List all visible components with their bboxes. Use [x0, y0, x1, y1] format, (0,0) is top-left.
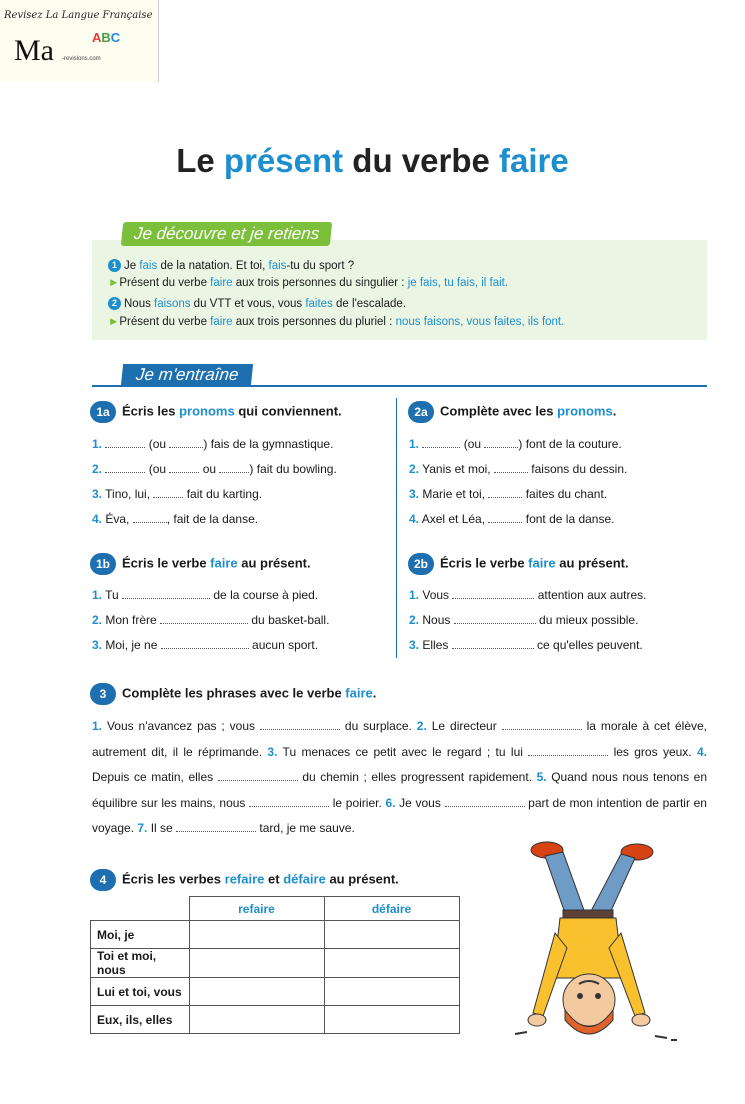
row-label: Lui et toi, vous: [91, 978, 190, 1006]
ex3-badge: 3: [90, 683, 116, 705]
ex2b-heading: 2b Écris le verbe faire au présent.: [408, 553, 629, 575]
table-row: [91, 949, 460, 978]
blank[interactable]: [494, 462, 528, 473]
answer-cell[interactable]: [324, 1006, 459, 1034]
ex1a-item-4: 4. Éva, , fait de la danse.: [92, 512, 259, 526]
ex3-heading: 3 Complète les phrases avec le verbe faire.: [90, 683, 376, 705]
column-header-refaire: refaire: [189, 897, 324, 921]
ex1a-item-2: 2. (ou ou ) fait du bowling.: [92, 462, 337, 476]
logo-tagline: Revisez La Langue Française: [4, 10, 153, 21]
table-row: [91, 921, 460, 949]
blank[interactable]: [488, 512, 522, 523]
blank[interactable]: [260, 719, 340, 730]
ex2b-item-2: 2. Nous du mieux possible.: [409, 613, 639, 627]
table-row: [91, 978, 460, 1006]
logo-small: -revisions.com: [62, 56, 101, 62]
ex2a-item-4: 4. Axel et Léa, font de la danse.: [409, 512, 615, 526]
ex2a-heading: 2a Complète avec les pronoms.: [408, 401, 616, 423]
blank[interactable]: [161, 638, 249, 649]
ex1b-badge: 1b: [90, 553, 116, 575]
blank[interactable]: [105, 437, 145, 448]
ex3-paragraph: 1. Vous n'avancez pas ; vous du surplace. 2. Le directeur la morale à cet élève, autrement dit, il le réprimande. 3. Tu menaces ce petit avec le regard ; tu lui les gros yeux. 4. Depuis ce matin, elles du chemin ; elles progressent rapidement. 5. Quand nous nous tenons en équilibre sur les mains, nous le poirier. 6. Je vous part de mon intention de partir en voyage. 7. Il se tard, je me sauve.: [92, 719, 707, 835]
discover-line-3: 2 Nous faisons du VTT et vous, vous faites de l'escalade.: [108, 297, 406, 311]
ex2a-item-2: 2. Yanis et moi, faisons du dessin.: [409, 462, 628, 476]
ex2b-item-1: 1. Vous attention aux autres.: [409, 588, 647, 602]
handstand-child-illustration: [505, 838, 685, 1048]
answer-cell[interactable]: [324, 949, 459, 978]
blank[interactable]: [176, 821, 256, 832]
discover-line-1: 1 Je fais de la natation. Et toi, fais-tu du sport ?: [108, 259, 354, 273]
ex1a-item-1: 1. (ou ) fais de la gymnastique.: [92, 437, 334, 451]
table-row: [91, 1006, 460, 1034]
arrow-icon: ►: [108, 277, 120, 289]
ex1a-item-3: 3. Tino, lui, fait du karting.: [92, 487, 263, 501]
column-divider: [396, 398, 397, 658]
discover-line-2: ►Présent du verbe faire aux trois personnes du singulier : je fais, tu fais, il fait.: [108, 277, 509, 289]
ex2a-badge: 2a: [408, 401, 434, 423]
blank[interactable]: [122, 588, 210, 599]
ex1a-heading: 1a Écris les pronoms qui conviennent.: [90, 401, 342, 423]
column-header-defaire: défaire: [324, 897, 459, 921]
row-label: Eux, ils, elles: [91, 1006, 190, 1034]
ex4-heading: 4 Écris les verbes refaire et défaire au présent.: [90, 869, 399, 891]
ex4-badge: 4: [90, 869, 116, 891]
answer-cell[interactable]: [189, 978, 324, 1006]
answer-cell[interactable]: [324, 978, 459, 1006]
answer-cell[interactable]: [189, 921, 324, 949]
site-logo: [0, 0, 159, 82]
logo-abc: ABC: [92, 30, 121, 45]
ex1b-heading: 1b Écris le verbe faire au présent.: [90, 553, 311, 575]
row-label: Toi et moi, nous: [91, 949, 190, 978]
page-title: Le présent du verbe faire: [176, 142, 569, 179]
blank[interactable]: [219, 462, 249, 473]
ex1a-badge: 1a: [90, 401, 116, 423]
blank[interactable]: [218, 770, 298, 781]
blank[interactable]: [422, 437, 460, 448]
step-2-badge: 2: [108, 297, 121, 310]
conjugation-table: [90, 896, 460, 1034]
blank[interactable]: [502, 719, 582, 730]
row-label: Moi, je: [91, 921, 190, 949]
blank[interactable]: [169, 437, 203, 448]
answer-cell[interactable]: [324, 921, 459, 949]
ex2a-item-1: 1. (ou ) font de la couture.: [409, 437, 622, 451]
blank[interactable]: [105, 462, 145, 473]
ex1b-item-2: 2. Mon frère du basket-ball.: [92, 613, 330, 627]
blank[interactable]: [454, 613, 536, 624]
ex2a-item-3: 3. Marie et toi, faites du chant.: [409, 487, 608, 501]
ex1b-item-3: 3. Moi, je ne aucun sport.: [92, 638, 319, 652]
blank[interactable]: [452, 588, 534, 599]
blank[interactable]: [528, 745, 608, 756]
ex4-table-wrap: [90, 896, 460, 1034]
ex2b-badge: 2b: [408, 553, 434, 575]
discover-label: Je découvre et je retiens: [121, 222, 333, 246]
ex1b-item-1: 1. Tu de la course à pied.: [92, 588, 319, 602]
blank[interactable]: [160, 613, 248, 624]
answer-cell[interactable]: [189, 1006, 324, 1034]
blank[interactable]: [169, 462, 199, 473]
answer-cell[interactable]: [189, 949, 324, 978]
blank[interactable]: [249, 796, 329, 807]
arrow-icon: ►: [108, 316, 120, 328]
discover-line-4: ►Présent du verbe faire aux trois personnes du pluriel : nous faisons, vous faites, ils font.: [108, 316, 565, 328]
practice-label: Je m'entraîne: [121, 364, 254, 386]
blank[interactable]: [488, 487, 522, 498]
blank[interactable]: [153, 487, 183, 498]
blank[interactable]: [452, 638, 534, 649]
blank[interactable]: [133, 512, 167, 523]
logo-main: Ma: [14, 34, 54, 67]
blank[interactable]: [445, 796, 525, 807]
step-1-badge: 1: [108, 259, 121, 272]
ex2b-item-3: 3. Elles ce qu'elles peuvent.: [409, 638, 643, 652]
blank[interactable]: [484, 437, 518, 448]
empty-header: [91, 897, 190, 921]
